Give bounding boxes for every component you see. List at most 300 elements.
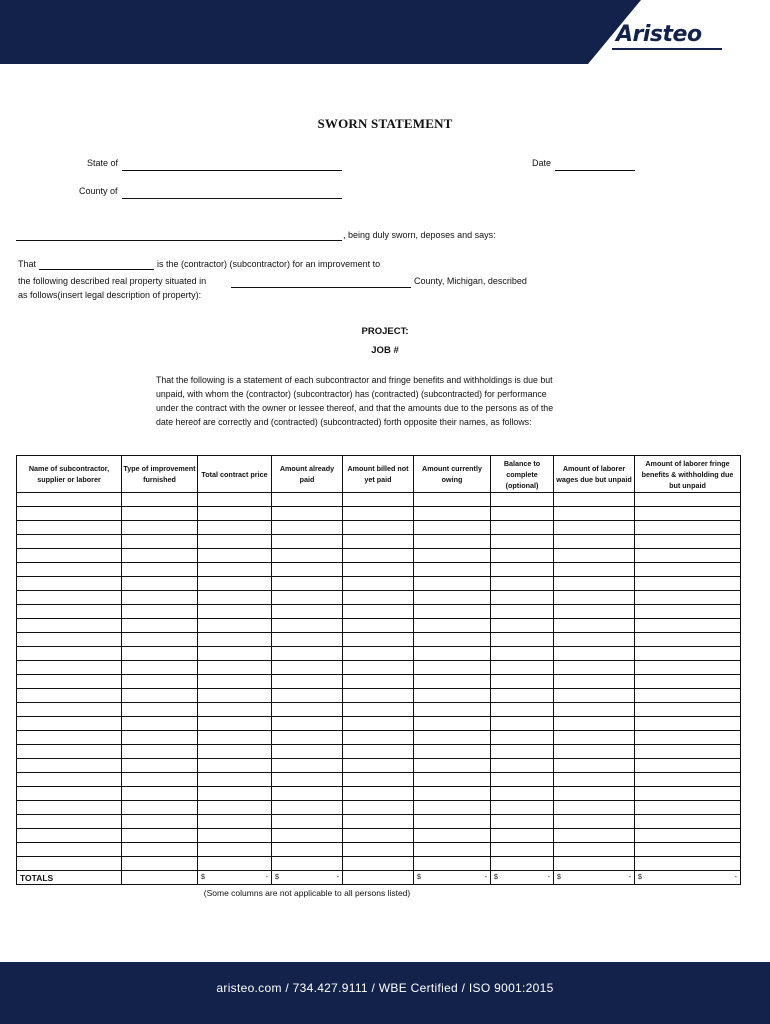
table-cell[interactable] (272, 787, 343, 801)
table-cell[interactable] (122, 521, 198, 535)
table-row (17, 787, 741, 801)
legal-description-text: as follows(insert legal description of property): (18, 290, 202, 300)
table-cell[interactable] (491, 829, 554, 843)
table-cell[interactable] (414, 843, 491, 857)
col-header-balance: Balance to complete (optional) (491, 456, 554, 493)
totals-cell (198, 871, 272, 885)
table-cell[interactable] (491, 633, 554, 647)
subcontractor-table (16, 455, 741, 885)
table-cell[interactable] (635, 521, 741, 535)
dash: - (265, 874, 268, 881)
county-michigan-line[interactable] (231, 287, 411, 288)
table-cell[interactable] (343, 591, 414, 605)
table-note-text: (Some columns are not applicable to all persons listed) (203, 888, 411, 898)
table-cell[interactable] (17, 759, 122, 773)
table-cell[interactable] (414, 745, 491, 759)
table-cell[interactable] (414, 829, 491, 843)
table-cell[interactable] (635, 675, 741, 689)
table-cell[interactable] (491, 815, 554, 829)
table-cell[interactable] (635, 549, 741, 563)
totals-cell (554, 871, 635, 885)
table-cell[interactable] (491, 703, 554, 717)
table-cell[interactable] (414, 717, 491, 731)
table-row (17, 717, 741, 731)
table-cell[interactable] (343, 773, 414, 787)
table-cell[interactable] (272, 507, 343, 521)
table-cell[interactable] (272, 843, 343, 857)
table-cell[interactable] (343, 577, 414, 591)
table-cell[interactable] (491, 619, 554, 633)
table-cell[interactable] (554, 801, 635, 815)
table-row (17, 689, 741, 703)
table-cell[interactable] (198, 801, 272, 815)
table-cell[interactable] (272, 689, 343, 703)
table-cell[interactable] (17, 675, 122, 689)
table-cell[interactable] (122, 829, 198, 843)
table-cell[interactable] (414, 759, 491, 773)
table-cell[interactable] (491, 661, 554, 675)
table-cell[interactable] (554, 759, 635, 773)
statement-line: That the following is a statement of each subcontractor and fringe benefits and withholdings is due but (156, 375, 553, 385)
table-cell[interactable] (122, 647, 198, 661)
table-cell[interactable] (491, 857, 554, 871)
table-cell[interactable] (414, 703, 491, 717)
footer-contact: aristeo.com / 734.427.9111 / WBE Certified / ISO 9001:2015 (216, 981, 554, 995)
table-cell[interactable] (554, 829, 635, 843)
table-cell[interactable] (272, 591, 343, 605)
table-cell[interactable] (17, 745, 122, 759)
table-row (17, 745, 741, 759)
table-cell[interactable] (343, 521, 414, 535)
table-cell[interactable] (198, 619, 272, 633)
county-label: County of (79, 186, 118, 196)
table-cell[interactable] (635, 689, 741, 703)
table-cell[interactable] (343, 759, 414, 773)
table-cell[interactable] (414, 605, 491, 619)
table-row (17, 549, 741, 563)
table-cell[interactable] (635, 717, 741, 731)
table-cell[interactable] (343, 689, 414, 703)
table-cell[interactable] (198, 759, 272, 773)
dash: - (547, 874, 550, 881)
table-cell[interactable] (554, 703, 635, 717)
table-cell[interactable] (17, 493, 122, 507)
table-cell[interactable] (17, 549, 122, 563)
table-cell[interactable] (554, 745, 635, 759)
table-cell[interactable] (554, 605, 635, 619)
table-cell[interactable] (17, 829, 122, 843)
table-cell[interactable] (635, 563, 741, 577)
table-cell[interactable] (17, 633, 122, 647)
table-cell[interactable] (635, 493, 741, 507)
table-cell[interactable] (198, 535, 272, 549)
table-cell[interactable] (198, 507, 272, 521)
table-cell[interactable] (343, 801, 414, 815)
table-cell[interactable] (343, 703, 414, 717)
table-cell[interactable] (272, 801, 343, 815)
table-cell[interactable] (122, 661, 198, 675)
table-cell[interactable] (343, 675, 414, 689)
table-cell[interactable] (17, 801, 122, 815)
table-cell[interactable] (414, 549, 491, 563)
totals-cell (491, 871, 554, 885)
table-cell[interactable] (554, 787, 635, 801)
table-cell[interactable] (554, 717, 635, 731)
table-cell[interactable] (122, 619, 198, 633)
col-header-type: Type of improvement furnished (122, 456, 198, 493)
table-cell[interactable] (343, 549, 414, 563)
table-cell[interactable] (491, 535, 554, 549)
table-row (17, 773, 741, 787)
table-cell[interactable] (122, 759, 198, 773)
col-header-wages: Amount of laborer wages due but unpaid (554, 456, 635, 493)
table-cell[interactable] (491, 549, 554, 563)
table-cell[interactable] (122, 717, 198, 731)
table-cell[interactable] (122, 493, 198, 507)
table-cell[interactable] (198, 703, 272, 717)
table-row (17, 759, 741, 773)
contractor-role-text: is the (contractor) (subcontractor) for an improvement to (157, 259, 381, 269)
table-cell[interactable] (635, 605, 741, 619)
table-cell[interactable] (198, 857, 272, 871)
date-field-line[interactable] (555, 170, 635, 171)
table-cell[interactable] (198, 563, 272, 577)
table-cell[interactable] (635, 619, 741, 633)
totals-cell (635, 871, 741, 885)
table-cell[interactable] (17, 689, 122, 703)
table-cell[interactable] (414, 689, 491, 703)
table-cell[interactable] (414, 507, 491, 521)
table-cell[interactable] (414, 563, 491, 577)
table-cell[interactable] (198, 633, 272, 647)
table-cell[interactable] (414, 675, 491, 689)
table-cell[interactable] (343, 857, 414, 871)
table-cell[interactable] (635, 801, 741, 815)
table-cell[interactable] (414, 731, 491, 745)
table-cell[interactable] (343, 787, 414, 801)
dash: - (734, 874, 737, 881)
table-cell[interactable] (17, 717, 122, 731)
table-cell[interactable] (272, 647, 343, 661)
state-field-line[interactable] (122, 170, 342, 171)
table-cell[interactable] (635, 535, 741, 549)
statement-line: unpaid, with whom the (contractor) (subcontractor) has (contracted) (subcontracted) for performance (156, 389, 547, 399)
table-cell[interactable] (414, 857, 491, 871)
table-cell[interactable] (122, 605, 198, 619)
table-cell[interactable] (17, 815, 122, 829)
table-cell[interactable] (414, 661, 491, 675)
table-cell[interactable] (343, 815, 414, 829)
table-cell[interactable] (491, 591, 554, 605)
table-cell[interactable] (198, 773, 272, 787)
table-cell[interactable] (554, 507, 635, 521)
table-cell[interactable] (414, 577, 491, 591)
table-cell[interactable] (272, 633, 343, 647)
table-cell[interactable] (198, 815, 272, 829)
table-cell[interactable] (414, 815, 491, 829)
table-row (17, 507, 741, 521)
table-cell[interactable] (122, 675, 198, 689)
table-row (17, 661, 741, 675)
state-label: State of (87, 158, 119, 168)
table-cell[interactable] (635, 647, 741, 661)
table-cell[interactable] (198, 745, 272, 759)
table-cell[interactable] (554, 633, 635, 647)
table-cell[interactable] (554, 521, 635, 535)
table-cell[interactable] (635, 703, 741, 717)
table-cell[interactable] (414, 633, 491, 647)
table-cell[interactable] (635, 857, 741, 871)
table-cell[interactable] (17, 787, 122, 801)
table-cell[interactable] (17, 619, 122, 633)
dash: - (484, 874, 487, 881)
col-header-fringe: Amount of laborer fringe benefits & withholding due but unpaid (635, 456, 741, 493)
table-cell[interactable] (198, 829, 272, 843)
table-cell[interactable] (414, 773, 491, 787)
table-cell[interactable] (554, 843, 635, 857)
table-cell[interactable] (122, 535, 198, 549)
table-cell[interactable] (343, 535, 414, 549)
table-cell[interactable] (554, 577, 635, 591)
table-cell[interactable] (272, 815, 343, 829)
table-cell[interactable] (198, 717, 272, 731)
table-cell[interactable] (635, 773, 741, 787)
table-cell[interactable] (272, 759, 343, 773)
table-row (17, 633, 741, 647)
table-cell[interactable] (198, 675, 272, 689)
table-cell[interactable] (343, 619, 414, 633)
table-cell[interactable] (343, 731, 414, 745)
table-cell[interactable] (414, 521, 491, 535)
table-cell[interactable] (198, 787, 272, 801)
totals-row (17, 871, 741, 885)
table-cell[interactable] (17, 591, 122, 605)
table-cell[interactable] (272, 521, 343, 535)
table-cell[interactable] (17, 577, 122, 591)
table-cell[interactable] (414, 591, 491, 605)
table-cell[interactable] (414, 787, 491, 801)
table-cell[interactable] (122, 577, 198, 591)
table-cell[interactable] (122, 843, 198, 857)
table-cell[interactable] (272, 549, 343, 563)
table-row (17, 829, 741, 843)
table-cell[interactable] (122, 563, 198, 577)
table-cell[interactable] (554, 661, 635, 675)
table-cell[interactable] (122, 745, 198, 759)
table-cell[interactable] (272, 619, 343, 633)
table-cell[interactable] (554, 535, 635, 549)
table-cell[interactable] (491, 787, 554, 801)
table-cell[interactable] (554, 773, 635, 787)
table-cell[interactable] (491, 605, 554, 619)
table-cell[interactable] (414, 647, 491, 661)
contractor-name-line[interactable] (39, 269, 154, 270)
form-title: SWORN STATEMENT (317, 116, 453, 131)
table-cell[interactable] (17, 773, 122, 787)
table-cell[interactable] (343, 745, 414, 759)
table-cell[interactable] (491, 507, 554, 521)
table-cell[interactable] (272, 745, 343, 759)
table-cell[interactable] (198, 661, 272, 675)
table-cell[interactable] (491, 843, 554, 857)
table-cell[interactable] (554, 619, 635, 633)
table-cell[interactable] (343, 633, 414, 647)
table-cell[interactable] (198, 493, 272, 507)
table-cell[interactable] (122, 591, 198, 605)
table-cell[interactable] (414, 619, 491, 633)
table-cell[interactable] (122, 787, 198, 801)
table-cell[interactable] (635, 591, 741, 605)
table-row (17, 857, 741, 871)
table-cell[interactable] (343, 661, 414, 675)
table-cell[interactable] (122, 703, 198, 717)
aristeo-logo: Aristeo (616, 22, 702, 47)
table-cell[interactable] (635, 829, 741, 843)
table-cell[interactable] (491, 493, 554, 507)
table-cell[interactable] (635, 507, 741, 521)
table-cell[interactable] (198, 591, 272, 605)
table-cell[interactable] (635, 759, 741, 773)
table-cell[interactable] (272, 731, 343, 745)
table-cell[interactable] (343, 829, 414, 843)
table-cell[interactable] (491, 731, 554, 745)
table-cell[interactable] (272, 773, 343, 787)
table-cell[interactable] (491, 647, 554, 661)
table-cell[interactable] (198, 843, 272, 857)
table-cell[interactable] (414, 493, 491, 507)
table-cell[interactable] (343, 605, 414, 619)
table-cell[interactable] (272, 577, 343, 591)
table-cell[interactable] (17, 857, 122, 871)
table-cell[interactable] (272, 703, 343, 717)
table-cell[interactable] (198, 521, 272, 535)
table-cell[interactable] (17, 507, 122, 521)
table-cell[interactable] (198, 549, 272, 563)
table-cell[interactable] (272, 493, 343, 507)
table-cell[interactable] (122, 857, 198, 871)
table-cell[interactable] (198, 731, 272, 745)
currency-symbol: $ (201, 874, 205, 881)
table-cell[interactable] (554, 731, 635, 745)
table-cell[interactable] (491, 745, 554, 759)
table-cell[interactable] (343, 493, 414, 507)
table-cell[interactable] (491, 759, 554, 773)
table-cell[interactable] (17, 535, 122, 549)
table-cell[interactable] (17, 647, 122, 661)
logo-underline (612, 48, 722, 50)
table-cell[interactable] (343, 717, 414, 731)
table-cell[interactable] (491, 773, 554, 787)
table-cell[interactable] (554, 815, 635, 829)
table-cell[interactable] (198, 647, 272, 661)
table-cell[interactable] (343, 507, 414, 521)
table-cell[interactable] (414, 801, 491, 815)
table-row (17, 703, 741, 717)
table-cell[interactable] (198, 577, 272, 591)
table-cell[interactable] (635, 745, 741, 759)
table-cell[interactable] (554, 549, 635, 563)
table-cell[interactable] (272, 675, 343, 689)
table-cell[interactable] (554, 857, 635, 871)
table-cell[interactable] (343, 563, 414, 577)
table-cell[interactable] (17, 563, 122, 577)
table-cell[interactable] (17, 843, 122, 857)
table-cell[interactable] (198, 689, 272, 703)
table-cell[interactable] (122, 801, 198, 815)
table-cell[interactable] (198, 605, 272, 619)
table-cell[interactable] (122, 507, 198, 521)
table-cell[interactable] (635, 731, 741, 745)
table-cell[interactable] (122, 633, 198, 647)
table-cell[interactable] (554, 647, 635, 661)
table-cell[interactable] (491, 675, 554, 689)
table-row (17, 535, 741, 549)
table-cell[interactable] (272, 857, 343, 871)
table-cell[interactable] (272, 829, 343, 843)
table-cell[interactable] (122, 689, 198, 703)
table-cell[interactable] (554, 493, 635, 507)
job-label: JOB # (371, 345, 399, 356)
table-cell[interactable] (491, 717, 554, 731)
table-cell[interactable] (17, 703, 122, 717)
table-cell[interactable] (272, 563, 343, 577)
table-cell[interactable] (343, 843, 414, 857)
totals-cell (272, 871, 343, 885)
table-cell[interactable] (17, 661, 122, 675)
table-cell[interactable] (554, 563, 635, 577)
table-cell[interactable] (554, 591, 635, 605)
table-cell[interactable] (491, 801, 554, 815)
table-cell[interactable] (122, 773, 198, 787)
affiant-name-line[interactable] (16, 240, 342, 241)
deposes-text: , being duly sworn, deposes and says: (343, 230, 496, 240)
table-row (17, 801, 741, 815)
totals-cell (414, 871, 491, 885)
table-cell[interactable] (272, 535, 343, 549)
table-cell[interactable] (635, 633, 741, 647)
table-cell[interactable] (17, 605, 122, 619)
table-cell[interactable] (272, 605, 343, 619)
table-row (17, 591, 741, 605)
table-cell[interactable] (122, 815, 198, 829)
table-cell[interactable] (554, 689, 635, 703)
table-cell[interactable] (554, 675, 635, 689)
county-field-line[interactable] (122, 198, 342, 199)
table-cell[interactable] (122, 731, 198, 745)
table-cell[interactable] (414, 535, 491, 549)
table-cell[interactable] (491, 689, 554, 703)
table-cell[interactable] (17, 731, 122, 745)
col-header-billed-not-paid: Amount billed not yet paid (343, 456, 414, 493)
table-cell[interactable] (635, 787, 741, 801)
property-text: the following described real property situated in (18, 276, 207, 286)
table-cell[interactable] (635, 815, 741, 829)
table-cell[interactable] (17, 521, 122, 535)
table-cell[interactable] (635, 843, 741, 857)
that-label: That (18, 259, 37, 269)
table-cell[interactable] (272, 661, 343, 675)
table-cell[interactable] (635, 577, 741, 591)
table-row (17, 563, 741, 577)
table-cell[interactable] (272, 717, 343, 731)
table-cell[interactable] (491, 577, 554, 591)
table-cell[interactable] (491, 521, 554, 535)
county-michigan-text: County, Michigan, described (414, 276, 527, 286)
table-cell[interactable] (343, 647, 414, 661)
table-cell[interactable] (122, 549, 198, 563)
table-cell[interactable] (635, 661, 741, 675)
table-cell[interactable] (491, 563, 554, 577)
